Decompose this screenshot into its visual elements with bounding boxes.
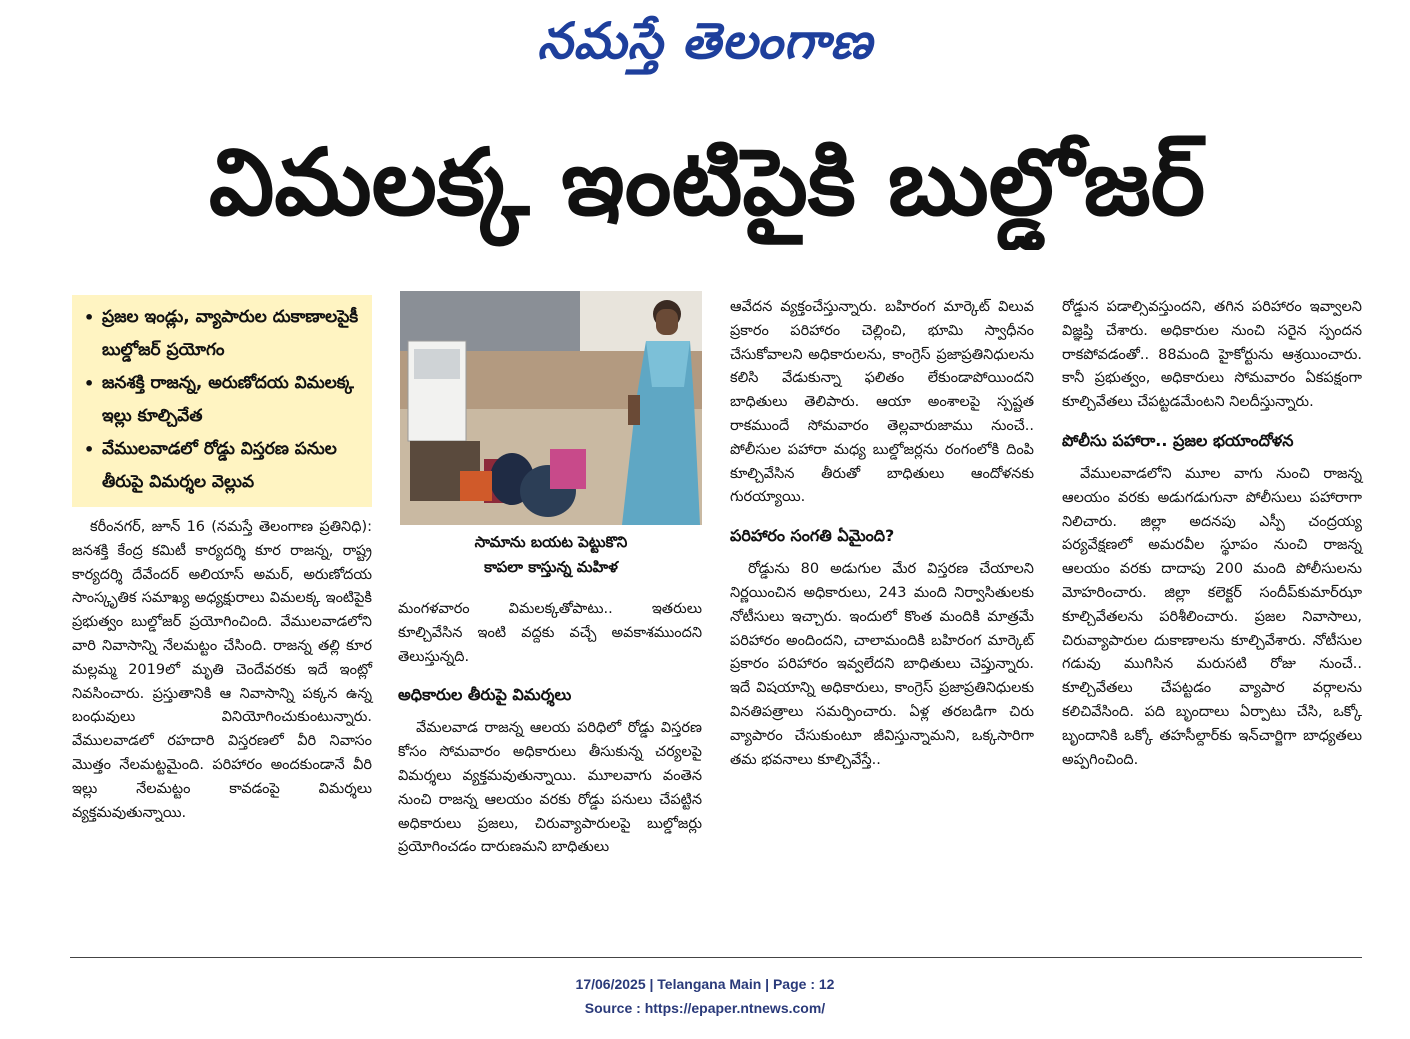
newspaper-masthead-logo: నమస్తే తెలంగాణ — [537, 11, 873, 70]
section-subheading: అధికారుల తీరుపై విమర్శలు — [398, 685, 572, 705]
bullet-icon: • — [84, 440, 95, 459]
article-paragraph: రోడ్డును 80 అడుగుల మేర విస్తరణ చేయాలని నిర్ణయించిన అధికారులు, 243 మంది నిర్వాసితులకు నోటీసులు ఇచ్చారు. ఇందులో కొంత మందికి మాత్రమే పరిహారం అందిందని, చాలామందికి బహిరంగ మార్కెట్ ప్రకారం పరిహారం ఇవ్వలేదని బాధితులు చెప్తున్నారు. ఇదే విషయాన్ని అధికారులు, కాంగ్రెస్ ప్రజాప్రతినిధులకు వినతిపత్రాలు సమర్పించారు. ఏళ్ల తరబడిగా చిరు వ్యాపారం చేసుకుంటూ జీవిస్తున్నామని, ఒక్కసారిగా తమ భవనాలు కూల్చివేస్తే.. — [730, 561, 1034, 768]
article-paragraph: వేములవాడలోని మూల వాగు నుంచి రాజన్న ఆలయం వరకు అడుగడుగునా పోలీసులు పహారాగా నిలిచారు. జిల్లా అదనపు ఎస్పీ చంద్రయ్య పర్యవేక్షణలో అమరవీల స్థూపం నుంచి రాజన్న ఆలయం వరకు దాదాపు 200 మంది పోలీసులను మోహరించారు. జిల్లా కలెక్టర్ సందీప్‌కుమార్‌ఝా కూల్చివేతలను పరిశీలించారు. ప్రజల నివాసాలు, చిరువ్యాపారుల దుకాణాలను కూల్చివేశారు. నోటీసుల గడువు ముగిసిన మరుసటి రోజు నుంచే.. కూల్చివేతలు చేపట్టడం వ్యాపార వర్గాలను కలిచివేసింది. పది బృందాలు ఏర్పాటు చేసి, ఒక్కో బృందానికి ఒక్కో తహసీల్దార్‌కు ఇన్‌చార్జిగా బాధ్యతలు అప్పగించింది. — [1062, 465, 1362, 768]
highlight-item — [82, 433, 366, 499]
footer-edition-info: 17/06/2025 | Telangana Main | Page : 12 — [575, 976, 835, 992]
news-photo — [400, 291, 702, 525]
highlight-text: ప్రజల ఇండ్లు, వ్యాపారుల దుకాణాలపైకీ బుల్డోజర్ ప్రయోగం — [102, 307, 359, 360]
article-paragraph: వేమలవాడ రాజన్న ఆలయ పరిధిలో రోడ్డు విస్తరణ కోసం సోమవారం అధికారులు తీసుకున్న చర్యలపై విమర్శలు వ్యక్తమవుతున్నాయి. మూలవాగు వంతెన నుంచి రాజన్న ఆలయం వరకు రోడ్డు పనులు చేపట్టిన అధికారులు ప్రజలు, చిరువ్యాపారులపై బుల్డోజర్లు ప్రయోగించడం దారుణమని బాధితులు — [398, 720, 702, 856]
footer-divider — [70, 957, 1362, 958]
highlight-text: జనశక్తి రాజన్న, అరుణోదయ విమలక్క ఇల్లు కూల్చివేత — [102, 373, 354, 426]
bullet-icon: • — [84, 374, 95, 393]
article-paragraph: మంగళవారం విమలక్కతోపాటు.. ఇతరులు కూల్చివేసిన ఇంటి వద్దకు వచ్చే అవకాశముందని తెలుస్తున్నది. — [398, 601, 702, 665]
article-column-3 — [730, 296, 1034, 936]
highlights-box — [72, 295, 372, 507]
highlight-text: వేములవాడలో రోడ్డు విస్తరణ పనుల తీరుపై విమర్శల వెల్లువ — [102, 439, 337, 492]
article-paragraph: రోడ్డున పడాల్సివస్తుందని, తగిన పరిహారం ఇవ్వాలని విజ్ఞప్తి చేశారు. అధికారుల నుంచి సరైన స్పందన రాకపోవడంతో.. 88మంది హైకోర్టును ఆశ్రయించారు. కానీ ప్రభుత్వం, అధికారులు సోమవారం ఏకపక్షంగా కూల్చివేతలు చేపట్టడమేంటని నిలదీస్తున్నారు. — [1062, 299, 1362, 411]
caption-line: సామాను బయట పెట్టుకొని — [474, 533, 628, 551]
article-column-4 — [1062, 296, 1362, 936]
section-subheading: పరిహారం సంగతి ఏమైంది? — [730, 526, 895, 546]
highlight-item — [82, 367, 366, 433]
bullet-icon: • — [84, 308, 95, 327]
article-paragraph: కరీంనగర్, జూన్ 16 (నమస్తే తెలంగాణ ప్రతినిధి): జనశక్తి కేంద్ర కమిటీ కార్యదర్శి కూర రాజన్న, రాష్ట్ర కార్యదర్శి దేవేందర్ అలియాస్ అమర్, అరుణోదయ సాంస్కృతిక సమాఖ్య అధ్యక్షురాలు విమలక్క ఇంటిపైకి ప్రభుత్వం బుల్డోజర్ ప్రయోగించింది. వేములవాడలోని వారి నివాసాన్ని నేలమట్టం చేసింది. రాజన్న తల్లి కూర మల్లమ్మ 2019లో మృతి చెందేవరకు ఇదే ఇంట్లో నివసించారు. ప్రస్తుతానికి ఆ నివాసాన్ని పక్కన ఉన్న బంధువులు వినియోగించుకుంటున్నారు. వేములవాడలో రహదారి విస్తరణలో వీరి నివాసం మొత్తం నేలమట్టమైంది. పరిహారం అందకుండానే వీరి ఇల్లు నేలమట్టం కావడంపై విమర్శలు వ్యక్తమవుతున్నాయి. — [72, 519, 372, 821]
footer-source-link[interactable]: Source : https://epaper.ntnews.com/ — [584, 1000, 826, 1016]
section-subheading: పోలీసు పహారా.. ప్రజల భయాందోళన — [1062, 430, 1294, 450]
article-column-2 — [398, 598, 702, 936]
caption-line: కాపలా కాస్తున్న మహిళ — [484, 558, 618, 576]
photo-woman-with-belongings — [400, 291, 702, 525]
article-paragraph: ఆవేదన వ్యక్తంచేస్తున్నారు. బహిరంగ మార్కెట్ విలువ ప్రకారం పరిహారం చెల్లించి, భూమి స్వాధీనం చేసుకోవాలని అధికారులను, కాంగ్రెస్ ప్రజాప్రతినిధులను కలిసి వేడుకున్నా ఫలితం లేకుండాపోయిందని బాధితులు తెలిపారు. ఆయా అంశాలపై స్పష్టత రాకముందే సోమవారం తెల్లవారుజాము నుంచే.. పోలీసుల పహారా మధ్య బుల్డోజర్లను రంగంలోకి దింపి కూల్చివేసిన తీరుతో బాధితులు ఆందోళనకు గురయ్యాయి. — [730, 299, 1034, 506]
photo-caption — [400, 530, 702, 580]
highlight-item — [82, 301, 366, 367]
article-headline: విమలక్క ఇంటిపైకి బుల్డోజర్ — [208, 129, 1206, 236]
article-column-1 — [72, 516, 372, 936]
